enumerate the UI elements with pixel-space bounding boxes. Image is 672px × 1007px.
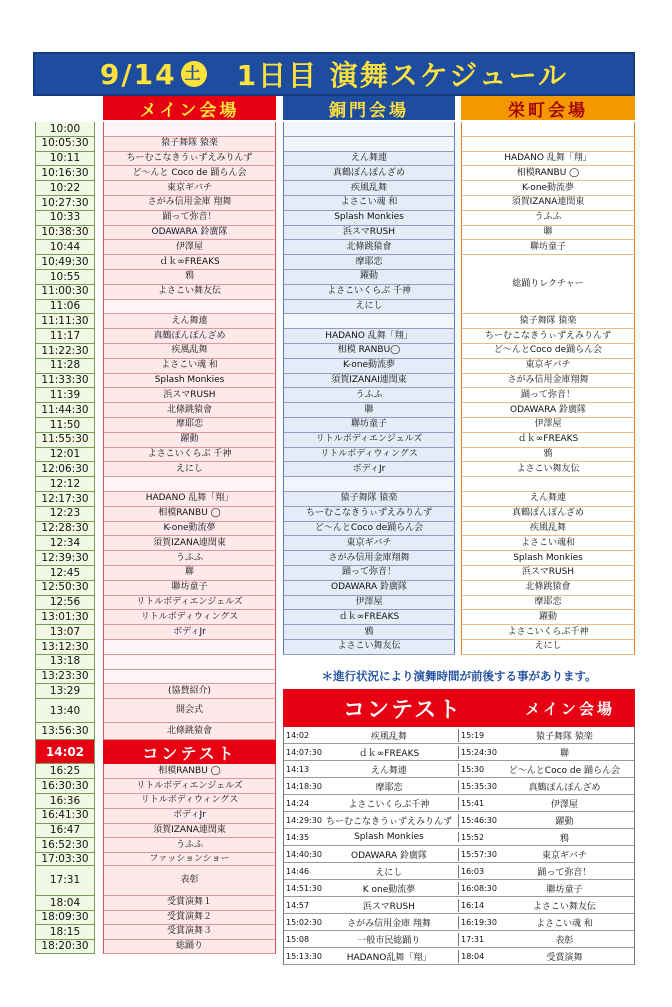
contest-time: 15:08: [286, 934, 310, 944]
time-slot: 11:22:30: [35, 344, 95, 359]
performance-slot: 聯坊童子: [103, 581, 276, 596]
contest-time: 15:46:30: [461, 815, 497, 825]
performance-slot: リトルボディウィングス: [283, 448, 455, 463]
contest-team: Splash Monkies: [320, 832, 459, 842]
contest-time: 15:41: [461, 798, 485, 808]
time-slot: 10:55: [35, 270, 95, 285]
performance-slot: 北條跳猿會: [103, 403, 276, 418]
contest-time: 15:13:30: [286, 951, 322, 961]
time-slot: 12:50:30: [35, 581, 95, 596]
performance-slot: さがみ信用金庫翔舞: [461, 374, 635, 389]
performance-slot: HADANO 乱舞「翔」: [461, 152, 635, 167]
performance-slot: ちーむこなきうぃずえみりんず: [461, 329, 635, 344]
performance-slot: 相模RANBU ◯: [461, 166, 635, 181]
time-slot: 10:22: [35, 181, 95, 196]
performance-slot: リトルボディエンジェルズ: [103, 596, 276, 611]
contest-team: よさこい舞友伝: [532, 901, 596, 912]
time-slot: 17:31: [35, 866, 95, 896]
performance-slot: 真鶴ぽんぽんざめ: [461, 507, 635, 522]
time-slot: 18:04: [35, 896, 95, 911]
performance-slot: よさこいくらぶ千神: [461, 625, 635, 640]
performance-slot: 浜スマRUSH: [283, 226, 455, 241]
performance-slot: ちーむこなきうぃずえみりんず: [103, 152, 276, 167]
domon-venue-header: 銅門会場: [283, 96, 455, 120]
performance-slot: 疾風乱舞: [283, 181, 455, 196]
after-contest-slot: 総踊り: [103, 940, 276, 955]
performance-slot: 踊って弥音！: [283, 566, 455, 581]
time-slot: 16:36: [35, 794, 95, 809]
performance-slot: 疾風乱舞: [103, 344, 276, 359]
after-contest-slot: 相模RANBU ◯: [103, 764, 276, 779]
performance-slot: 須賀IZANA連閏東: [103, 536, 276, 551]
contest-time: 14:18:30: [286, 781, 322, 791]
title-banner: [33, 52, 635, 96]
time-slot: 12:06:30: [35, 462, 95, 477]
empty-slot: [283, 122, 455, 137]
empty-slot: [283, 314, 455, 329]
time-slot: 11:11:30: [35, 314, 95, 329]
performance-slot: ｄｋ∞FREAKS: [461, 433, 635, 448]
time-slot: 10:27:30: [35, 196, 95, 211]
time-slot: 12:39:30: [35, 551, 95, 566]
performance-slot: うふふ: [103, 551, 276, 566]
empty-slot: [461, 122, 635, 137]
contest-time: 14:51:30: [286, 883, 322, 893]
time-slot: 16:25: [35, 764, 95, 779]
performance-slot: Splash Monkies: [283, 211, 455, 226]
time-slot: 18:09:30: [35, 911, 95, 926]
performance-slot: 疾風乱舞: [461, 522, 635, 537]
time-slot: 12:56: [35, 596, 95, 611]
contest-time: 14:29:30: [286, 815, 322, 825]
time-slot: 13:12:30: [35, 640, 95, 655]
contest-team: えん舞連: [320, 763, 459, 776]
contest-time: 14:57: [286, 900, 310, 910]
after-contest-slot: ボディJr: [103, 809, 276, 824]
contest-row: [284, 829, 634, 846]
performance-slot: 浜スマRUSH: [103, 388, 276, 403]
contest-team: 踊って弥音！: [537, 867, 592, 878]
contest-team: 真鶴ぽんぽんざめ: [528, 782, 601, 793]
performance-slot: リトルボディウィングス: [103, 610, 276, 625]
after-contest-slot: 表彰: [103, 866, 276, 896]
after-contest-slot: 受賞演舞１: [103, 896, 276, 911]
contest-team: 一般市民総踊り: [320, 933, 459, 946]
performance-slot: Splash Monkies: [461, 551, 635, 566]
performance-slot: ど〜んとCoco de踊らん会: [283, 522, 455, 537]
time-slot: 10:44: [35, 240, 95, 255]
performance-slot: HADANO 乱舞「翔」: [283, 329, 455, 344]
performance-slot: 開会式: [103, 699, 276, 723]
contest-team: ｄｋ∞FREAKS: [320, 746, 459, 759]
contest-team: 受賞演舞: [546, 952, 583, 963]
contest-row: [284, 727, 634, 744]
performance-slot: 聯: [103, 566, 276, 581]
performance-slot: 鴉: [461, 448, 635, 463]
empty-slot: [461, 137, 635, 152]
contest-time: 16:19:30: [461, 917, 497, 927]
performance-slot: ｄｋ∞FREAKS: [283, 610, 455, 625]
contest-row: [284, 880, 634, 897]
contest-time: 14:35: [286, 832, 310, 842]
time-slot: 11:44:30: [35, 403, 95, 418]
performance-slot: さがみ信用金庫 翔舞: [103, 196, 276, 211]
time-slot: 12:34: [35, 536, 95, 551]
time-slot: 10:00: [35, 122, 95, 137]
time-slot: 18:15: [35, 925, 95, 940]
time-slot: 12:12: [35, 477, 95, 492]
performance-slot: 東京ギバチ: [283, 536, 455, 551]
performance-slot: 躍動: [461, 610, 635, 625]
performance-slot: よさこい魂 和: [283, 196, 455, 211]
time-slot: 12:17:30: [35, 492, 95, 507]
empty-slot: [461, 477, 635, 492]
contest-team: 摩耶恋: [320, 780, 459, 793]
performance-slot: よさこいくらぶ 千神: [283, 285, 455, 300]
time-slot: 17:03:30: [35, 853, 95, 866]
contest-row: [284, 931, 634, 948]
contest-header: [283, 689, 635, 727]
performance-slot: 北條跳猿會: [103, 723, 276, 740]
performance-slot: 伊澤屋: [103, 240, 276, 255]
contest-row: [284, 863, 634, 880]
performance-slot: ODAWARA 鈴廣隊: [461, 403, 635, 418]
contest-title: コンテスト: [343, 697, 463, 723]
performance-slot: 聯: [283, 403, 455, 418]
performance-slot: 真鶴ぽんぽんざめ: [283, 166, 455, 181]
after-contest-slot: 受賞演舞３: [103, 925, 276, 940]
contest-time: 15:52: [461, 832, 485, 842]
performance-slot: 須賀IZANA連閏東: [461, 196, 635, 211]
time-slot: 16:52:30: [35, 838, 95, 853]
page-title: 1日目 演舞スケジュール: [236, 59, 569, 92]
contest-time: 18:04: [461, 951, 485, 961]
performance-slot: 相模 RANBU◯: [283, 344, 455, 359]
performance-slot: 踊って弥音！: [103, 211, 276, 226]
performance-slot: 摩耶恋: [461, 596, 635, 611]
contest-team: 猿子舞隊 猿楽: [535, 731, 593, 742]
contest-time: 15:35:30: [461, 781, 497, 791]
performance-slot: 猿子舞隊 猿楽: [461, 314, 635, 329]
time-slot: 10:33: [35, 211, 95, 226]
contest-time: 15:30: [461, 764, 485, 774]
time-slot: 10:38:30: [35, 226, 95, 241]
contest-team: 聯坊童子: [546, 884, 583, 895]
contest-time: 15:24:30: [461, 747, 497, 757]
contest-team: 伊澤屋: [550, 799, 578, 810]
contest-label: コンテスト: [103, 740, 276, 764]
performance-slot: 猿子舞隊 猿楽: [283, 492, 455, 507]
performance-slot: 躍動: [283, 270, 455, 285]
contest-row: [284, 914, 634, 931]
contest-team: K one動流夢: [320, 882, 459, 895]
performance-slot: えにし: [283, 300, 455, 315]
time-slot: 12:45: [35, 566, 95, 581]
performance-slot: 東京ギバチ: [103, 181, 276, 196]
performance-slot: K-one動流夢: [103, 522, 276, 537]
performance-slot: 相模RANBU ◯: [103, 507, 276, 522]
performance-slot: よさこい魂和: [461, 536, 635, 551]
contest-time: 14:24: [286, 798, 310, 808]
time-slot: 13:29: [35, 684, 95, 699]
performance-slot: 摩耶恋: [283, 255, 455, 270]
performance-slot: えにし: [103, 462, 276, 477]
performance-slot: 北條跳猿會: [283, 240, 455, 255]
performance-slot: 躍動: [103, 433, 276, 448]
performance-slot: 鴉: [283, 625, 455, 640]
performance-slot: ボディJr: [103, 625, 276, 640]
contest-time: 14:13: [286, 764, 310, 774]
time-slot: 10:11: [35, 152, 95, 167]
time-slot: 10:16:30: [35, 166, 95, 181]
performance-slot: 須賀IZANAI連閏東: [283, 374, 455, 389]
time-slot: 11:28: [35, 359, 95, 374]
empty-slot: [103, 122, 276, 137]
performance-slot: えん舞連: [103, 314, 276, 329]
performance-slot: 聯坊童子: [461, 240, 635, 255]
time-slot: 13:56:30: [35, 723, 95, 740]
contest-team: 疾風乱舞: [320, 729, 459, 742]
after-contest-slot: うふふ: [103, 838, 276, 853]
contest-time: 17:31: [461, 934, 485, 944]
contest-team: 鴉: [559, 833, 569, 844]
empty-slot: [103, 477, 276, 492]
contest-time: 16:08:30: [461, 883, 497, 893]
contest-team: HADANO乱舞「翔」: [320, 950, 459, 963]
performance-slot: うふふ: [283, 388, 455, 403]
contest-table: [283, 727, 635, 965]
contest-team: えにし: [320, 865, 459, 878]
contest-row: [284, 744, 634, 761]
time-slot: 11:17: [35, 329, 95, 344]
performance-slot: 総踊りレクチャー: [461, 255, 635, 314]
contest-row: [284, 948, 634, 965]
time-slot: 14:02: [35, 740, 95, 764]
contest-team: よさこいくらぶ千神: [320, 797, 459, 810]
performance-slot: 伊澤屋: [283, 596, 455, 611]
performance-slot: HADANO 乱舞「翔」: [103, 492, 276, 507]
performance-slot: 摩耶恋: [103, 418, 276, 433]
empty-slot: [283, 477, 455, 492]
time-slot: 11:50: [35, 418, 95, 433]
performance-slot: えん舞連: [461, 492, 635, 507]
empty-slot: [103, 670, 276, 685]
performance-slot: よさこいくらぶ 千神: [103, 448, 276, 463]
performance-slot: うふふ: [461, 211, 635, 226]
performance-slot: 踊って弥音！: [461, 388, 635, 403]
sakaemachi-venue-header: 栄町会場: [461, 96, 635, 120]
performance-slot: 猿子舞隊 猿楽: [103, 137, 276, 152]
performance-slot: 聯: [461, 226, 635, 241]
time-slot: 10:05:30: [35, 137, 95, 152]
contest-venue: メイン会場: [525, 699, 615, 718]
contest-row: [284, 778, 634, 795]
performance-slot: ODAWARA 鈴廣隊: [103, 226, 276, 241]
empty-slot: [103, 655, 276, 670]
time-slot: 16:30:30: [35, 779, 95, 794]
performance-slot: よさこい魂 和: [103, 359, 276, 374]
contest-team: よさこい魂 和: [536, 918, 593, 929]
after-contest-slot: 須賀IZANA連閏東: [103, 824, 276, 839]
time-slot: 11:55:30: [35, 433, 95, 448]
performance-slot: よさこい舞友伝: [103, 285, 276, 300]
contest-team: ど〜んとCoco de 踊らん会: [508, 765, 620, 776]
main-venue-header: メイン会場: [103, 96, 276, 120]
time-slot: 11:39: [35, 388, 95, 403]
performance-slot: K-one動流夢: [461, 181, 635, 196]
time-slot: 16:41:30: [35, 809, 95, 824]
time-slot: 11:33:30: [35, 374, 95, 389]
performance-slot: よさこい舞友伝: [461, 462, 635, 477]
time-slot: 13:01:30: [35, 610, 95, 625]
performance-slot: リトルボディエンジェルズ: [283, 433, 455, 448]
performance-slot: 浜スマRUSH: [461, 566, 635, 581]
performance-slot: Splash Monkies: [103, 374, 276, 389]
performance-slot: 北條跳猿會: [461, 581, 635, 596]
contest-time: 15:19: [461, 730, 485, 740]
contest-time: 14:40:30: [286, 849, 322, 859]
after-contest-slot: ファッションショー: [103, 853, 276, 866]
performance-slot: ボディJr: [283, 462, 455, 477]
contest-team: 聯: [559, 748, 569, 759]
time-slot: 10:49:30: [35, 255, 95, 270]
performance-slot: さがみ信用金庫翔舞: [283, 551, 455, 566]
time-slot: 12:01: [35, 448, 95, 463]
time-slot: 13:40: [35, 699, 95, 723]
after-contest-slot: リトルボディウィングス: [103, 794, 276, 809]
time-slot: 18:20:30: [35, 940, 95, 955]
time-slot: 13:07: [35, 625, 95, 640]
date-label: 9/14: [99, 57, 177, 91]
contest-team: さがみ信用金庫 翔舞: [320, 916, 459, 929]
time-slot: 13:23:30: [35, 670, 95, 685]
after-contest-slot: 受賞演舞２: [103, 911, 276, 926]
contest-time: 16:14: [461, 900, 485, 910]
contest-team: ODAWARA 鈴廣隊: [320, 848, 459, 861]
contest-time: 14:46: [286, 866, 310, 876]
performance-slot: ｄｋ∞FREAKS: [103, 255, 276, 270]
time-slot: 13:18: [35, 655, 95, 670]
performance-slot: 東京ギバチ: [461, 359, 635, 374]
empty-slot: [103, 640, 276, 655]
empty-slot: [103, 300, 276, 315]
contest-row: [284, 761, 634, 778]
contest-team: ちーむこなきうぃずえみりんず: [320, 814, 459, 827]
contest-row: [284, 812, 634, 829]
after-contest-slot: リトルボディエンジェルズ: [103, 779, 276, 794]
performance-slot: ODAWARA 鈴廣隊: [283, 581, 455, 596]
empty-slot: [283, 137, 455, 152]
weekday-badge: 土: [181, 61, 207, 87]
performance-slot: ど〜んと Coco de 踊らん会: [103, 166, 276, 181]
performance-slot: えにし: [461, 640, 635, 655]
time-slot: 12:23: [35, 507, 95, 522]
performance-slot: 聯坊童子: [283, 418, 455, 433]
time-slot: 12:28:30: [35, 522, 95, 537]
schedule-note: ＊進行状況により演舞時間が前後する事があります。: [321, 669, 597, 683]
contest-team: 躍動: [555, 816, 574, 827]
contest-time: 16:03: [461, 866, 485, 876]
performance-slot: K-one動流夢: [283, 359, 455, 374]
contest-row: [284, 897, 634, 914]
contest-time: 14:02: [286, 730, 310, 740]
performance-slot: 伊澤屋: [461, 418, 635, 433]
performance-slot: 真鶴ぽんぽんざめ: [103, 329, 276, 344]
contest-team: 浜スマRUSH: [320, 899, 459, 912]
contest-team: 表彰: [555, 935, 574, 946]
contest-row: [284, 846, 634, 863]
time-slot: 11:06: [35, 300, 95, 315]
contest-team: 東京ギバチ: [541, 850, 587, 861]
contest-row: [284, 795, 634, 812]
performance-slot: ど〜んとCoco de踊らん会: [461, 344, 635, 359]
time-slot: 16:47: [35, 824, 95, 839]
performance-slot: (協賛紹介): [103, 684, 276, 699]
contest-time: 15:02:30: [286, 917, 322, 927]
performance-slot: よさこい舞友伝: [283, 640, 455, 655]
contest-time: 15:57:30: [461, 849, 497, 859]
performance-slot: ちーむこなきうぃずえみりんず: [283, 507, 455, 522]
performance-slot: えん舞連: [283, 152, 455, 167]
time-slot: 11:00:30: [35, 285, 95, 300]
contest-time: 14:07:30: [286, 747, 322, 757]
performance-slot: 鴉: [103, 270, 276, 285]
